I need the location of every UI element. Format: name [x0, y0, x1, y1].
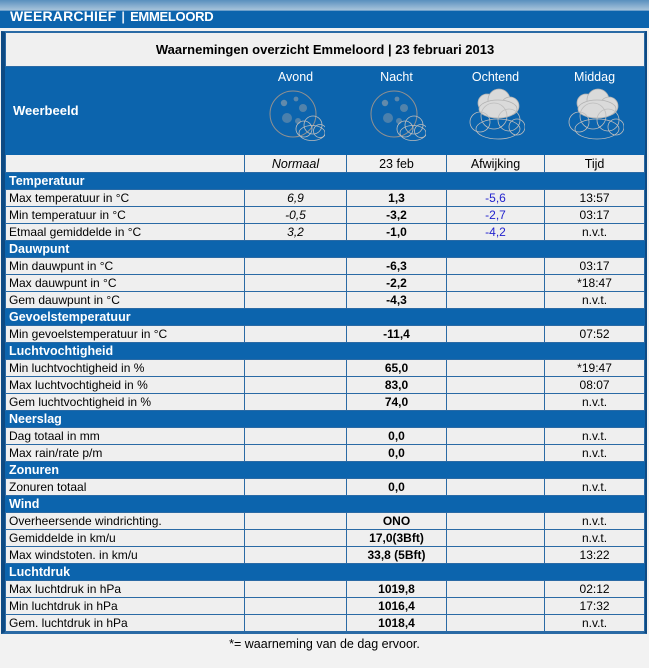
column-header-afwijking: Afwijking: [447, 155, 545, 173]
table-row: [6, 445, 645, 462]
value-day: 1018,4: [347, 615, 447, 632]
value-time: n.v.t.: [545, 428, 645, 445]
table-row: [6, 377, 645, 394]
value-deviation: [447, 292, 545, 309]
value-normaal: [245, 258, 347, 275]
daypart-label: Ochtend: [471, 70, 520, 84]
value-deviation: [447, 615, 545, 632]
value-time: n.v.t.: [545, 479, 645, 496]
value-day: -4,3: [347, 292, 447, 309]
value-time: 13:57: [545, 190, 645, 207]
row-label: Max dauwpunt in °C: [6, 275, 245, 292]
column-header-empty: [6, 155, 245, 173]
table-row: [6, 258, 645, 275]
row-label: Gemiddelde in km/u: [6, 530, 245, 547]
value-normaal: [245, 479, 347, 496]
value-time: n.v.t.: [545, 445, 645, 462]
row-label: Min luchtvochtigheid in %: [6, 360, 245, 377]
row-label: Gem luchtvochtigheid in %: [6, 394, 245, 411]
table-row: [6, 394, 645, 411]
value-day: 1016,4: [347, 598, 447, 615]
value-day: 0,0: [347, 479, 447, 496]
row-label: Max temperatuur in °C: [6, 190, 245, 207]
site-brand: WEERARCHIEF: [10, 8, 117, 24]
value-deviation: [447, 547, 545, 564]
value-normaal: [245, 445, 347, 462]
table-row: [6, 615, 645, 632]
value-deviation: -5,6: [447, 190, 545, 207]
value-deviation: [447, 394, 545, 411]
row-label: Min dauwpunt in °C: [6, 258, 245, 275]
daypart-label: Avond: [277, 70, 314, 84]
row-label: Etmaal gemiddelde in °C: [6, 224, 245, 241]
table-row: [6, 479, 645, 496]
value-deviation: [447, 530, 545, 547]
table-row: [6, 292, 645, 309]
daypart-cell: [447, 67, 545, 155]
table-row: [6, 530, 645, 547]
value-normaal: [245, 615, 347, 632]
value-normaal: [245, 377, 347, 394]
section-header: Luchtdruk: [6, 564, 645, 581]
table-row: [6, 428, 645, 445]
value-deviation: [447, 479, 545, 496]
value-deviation: [447, 326, 545, 343]
row-label: Max luchtdruk in hPa: [6, 581, 245, 598]
section-header: Wind: [6, 496, 645, 513]
weerbeeld-label: Weerbeeld: [6, 67, 245, 155]
value-day: 1,3: [347, 190, 447, 207]
value-deviation: [447, 258, 545, 275]
daypart-cell: [347, 67, 447, 155]
value-day: -6,3: [347, 258, 447, 275]
column-header-dag: 23 feb: [347, 155, 447, 173]
table-row: [6, 224, 645, 241]
table-row: [6, 513, 645, 530]
value-day: 74,0: [347, 394, 447, 411]
brand-separator: |: [121, 9, 126, 24]
section-header: Temperatuur: [6, 173, 645, 190]
value-normaal: [245, 428, 347, 445]
value-deviation: -2,7: [447, 207, 545, 224]
footnote: *= waarneming van de dag ervoor.: [229, 637, 420, 651]
value-time: n.v.t.: [545, 513, 645, 530]
value-time: 17:32: [545, 598, 645, 615]
row-label: Min luchtdruk in hPa: [6, 598, 245, 615]
moon-cloud-icon: [368, 133, 426, 147]
value-time: 08:07: [545, 377, 645, 394]
row-label: Dag totaal in mm: [6, 428, 245, 445]
value-normaal: [245, 326, 347, 343]
row-label: Min gevoelstemperatuur in °C: [6, 326, 245, 343]
value-time: n.v.t.: [545, 615, 645, 632]
row-label: Zonuren totaal: [6, 479, 245, 496]
value-time: 13:22: [545, 547, 645, 564]
value-time: 02:12: [545, 581, 645, 598]
daypart-label: Middag: [574, 70, 616, 84]
value-day: ONO: [347, 513, 447, 530]
value-day: 17,0(3Bft): [347, 530, 447, 547]
daypart-label: Nacht: [380, 70, 413, 84]
page-title: Waarnemingen overzicht Emmeloord | 23 februari 2013: [6, 33, 645, 67]
value-deviation: [447, 360, 545, 377]
table-row: [6, 326, 645, 343]
value-day: -2,2: [347, 275, 447, 292]
value-deviation: [447, 445, 545, 462]
value-day: -11,4: [347, 326, 447, 343]
value-day: 65,0: [347, 360, 447, 377]
table-row: [6, 190, 645, 207]
value-deviation: -4,2: [447, 224, 545, 241]
table-row: [6, 207, 645, 224]
value-normaal: [245, 598, 347, 615]
clouds-icon: [467, 133, 525, 147]
row-label: Gem dauwpunt in °C: [6, 292, 245, 309]
column-header-normaal: Normaal: [245, 155, 347, 173]
value-normaal: -0,5: [245, 207, 347, 224]
value-deviation: [447, 581, 545, 598]
row-label: Max luchtvochtigheid in %: [6, 377, 245, 394]
station-name: EMMELOORD: [130, 9, 214, 24]
value-time: n.v.t.: [545, 224, 645, 241]
value-normaal: [245, 513, 347, 530]
table-row: [6, 598, 645, 615]
value-deviation: [447, 513, 545, 530]
value-day: 83,0: [347, 377, 447, 394]
section-header: Luchtvochtigheid: [6, 343, 645, 360]
daypart-cell: [545, 67, 645, 155]
section-header: Zonuren: [6, 462, 645, 479]
table-row: [6, 581, 645, 598]
value-time: n.v.t.: [545, 530, 645, 547]
row-label: Max windstoten. in km/u: [6, 547, 245, 564]
value-normaal: [245, 530, 347, 547]
value-normaal: [245, 275, 347, 292]
value-normaal: [245, 547, 347, 564]
column-header-tijd: Tijd: [545, 155, 645, 173]
value-time: 03:17: [545, 258, 645, 275]
value-deviation: [447, 275, 545, 292]
value-normaal: [245, 360, 347, 377]
value-day: 1019,8: [347, 581, 447, 598]
section-header: Dauwpunt: [6, 241, 645, 258]
value-day: 0,0: [347, 445, 447, 462]
value-day: 33,8 (5Bft): [347, 547, 447, 564]
row-label: Gem. luchtdruk in hPa: [6, 615, 245, 632]
value-normaal: 3,2: [245, 224, 347, 241]
value-normaal: 6,9: [245, 190, 347, 207]
observations-table-wrap: [1, 31, 647, 634]
value-time: *18:47: [545, 275, 645, 292]
top-header-bar: [0, 0, 649, 28]
value-day: -3,2: [347, 207, 447, 224]
value-time: 07:52: [545, 326, 645, 343]
table-row: [6, 360, 645, 377]
value-deviation: [447, 377, 545, 394]
section-header: Neerslag: [6, 411, 645, 428]
row-label: Max rain/rate p/m: [6, 445, 245, 462]
value-normaal: [245, 581, 347, 598]
clouds-icon: [566, 133, 624, 147]
value-day: 0,0: [347, 428, 447, 445]
value-time: n.v.t.: [545, 292, 645, 309]
moon-cloud-icon: [267, 133, 325, 147]
row-label: Overheersende windrichting.: [6, 513, 245, 530]
value-time: 03:17: [545, 207, 645, 224]
table-row: [6, 547, 645, 564]
section-header: Gevoelstemperatuur: [6, 309, 645, 326]
observations-table: [5, 32, 645, 632]
daypart-cell: [245, 67, 347, 155]
table-row: [6, 275, 645, 292]
value-day: -1,0: [347, 224, 447, 241]
value-normaal: [245, 292, 347, 309]
value-deviation: [447, 598, 545, 615]
value-time: *19:47: [545, 360, 645, 377]
value-time: n.v.t.: [545, 394, 645, 411]
value-deviation: [447, 428, 545, 445]
value-normaal: [245, 394, 347, 411]
row-label: Min temperatuur in °C: [6, 207, 245, 224]
